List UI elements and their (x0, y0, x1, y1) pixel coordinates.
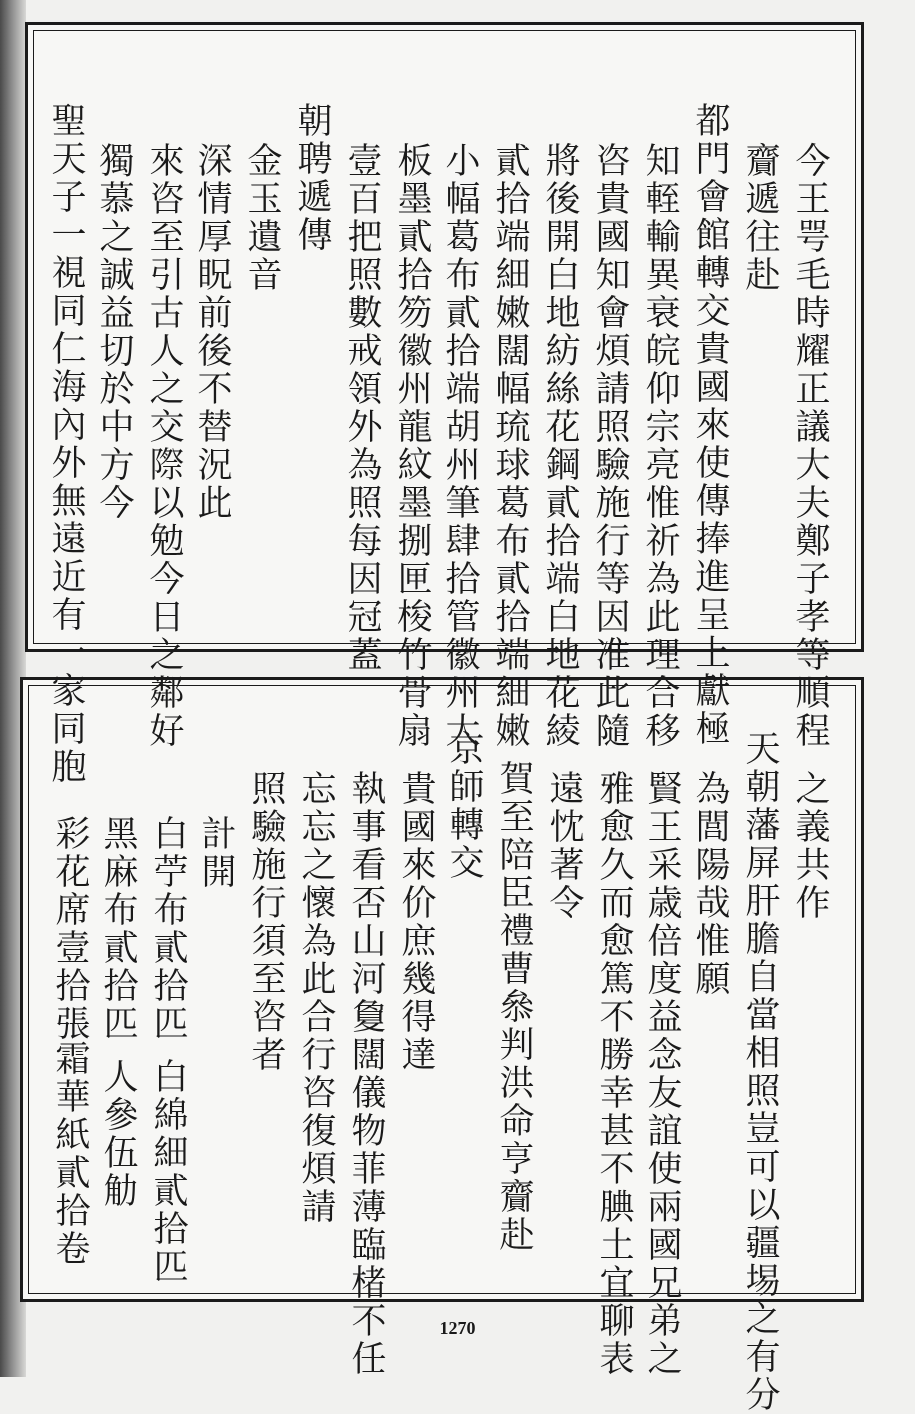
top-column-8: 小幅葛布貳拾端胡州筆肆拾管徽州大 (440, 142, 480, 750)
top-column-10: 壹百把照數戒領外為照每因冠蓋 (342, 142, 382, 674)
bottom-column-1: 之義共作 (790, 770, 830, 922)
page-number: 1270 (439, 1318, 476, 1338)
bottom-column-15b: 人參伍觔 (98, 1058, 138, 1210)
top-column-6: 將後開白地紡絲花鋼貳拾端白地花綾 (540, 142, 580, 750)
bottom-column-14b: 白綿細貳拾匹 (148, 1058, 188, 1286)
top-column-2: 齎遞往赴 (740, 142, 780, 294)
bottom-column-10: 執事看否山河敻闊儀物菲薄臨楮不任 (346, 770, 386, 1378)
top-column-4: 知輊輸異衰皖仰宗亮惟祈為此理合移 (640, 142, 680, 750)
bottom-column-5: 雅愈久而愈篤不勝幸甚不腆土宜聊表 (594, 770, 634, 1378)
top-column-7: 貳拾端細嫩闊幅琉球葛布貳拾端細嫩 (490, 142, 530, 750)
top-column-5: 咨貴國知會煩請照驗施行等因准此隨 (590, 142, 630, 750)
top-column-13: 深情厚眖前後不替況此 (192, 142, 232, 522)
bottom-column-13: 計開 (196, 815, 236, 891)
bottom-column-3: 為閭陽哉惟願 (690, 770, 730, 998)
top-column-3: 都門會館轉交貴國來使傳捧進呈上獻極 (690, 102, 730, 748)
bottom-column-8: 京師轉交 (444, 730, 484, 882)
top-column-11: 朝聘遞傳 (292, 102, 332, 254)
bottom-column-16a: 彩花席壹拾張 (50, 815, 90, 1043)
bottom-column-7: 賀至陪臣禮曹叅判洪命亨齎赴 (494, 760, 534, 1254)
top-column-14: 來咨至引古人之交際以勉今日之鄰好 (144, 142, 184, 750)
bottom-column-9: 貴國來价庶幾得達 (396, 770, 436, 1074)
top-column-16: 聖天子一視同仁海內外無遠近有一家同胞 (46, 102, 86, 786)
top-column-9: 板墨貳拾笏徽州龍紋墨捌匣梭竹骨扇 (392, 142, 432, 750)
bottom-column-15a: 黑麻布貳拾匹 (98, 815, 138, 1043)
bottom-document-frame (20, 677, 864, 1302)
bottom-column-6: 遠忱著令 (544, 770, 584, 922)
bottom-column-16b: 霜華紙貳拾卷 (50, 1040, 90, 1268)
top-column-1: 今王咢毛時耀正議大夫鄭子孝等順程 (790, 142, 830, 750)
bottom-column-11: 忘忘之懷為此合行咨復煩請 (296, 770, 336, 1226)
bottom-column-12: 照驗施行須至咨者 (246, 770, 286, 1074)
top-column-15: 獨慕之誠益切於中方今 (94, 142, 134, 522)
bottom-column-4: 賢王采歳倍度益念友誼使兩國兄弟之 (642, 770, 682, 1378)
top-column-12: 金玉遺音 (242, 142, 282, 294)
bottom-column-2: 天朝藩屏肝膽自當相照豈可以疆埸之有分 (740, 730, 780, 1414)
bottom-column-14a: 白苧布貳拾匹 (148, 815, 188, 1043)
